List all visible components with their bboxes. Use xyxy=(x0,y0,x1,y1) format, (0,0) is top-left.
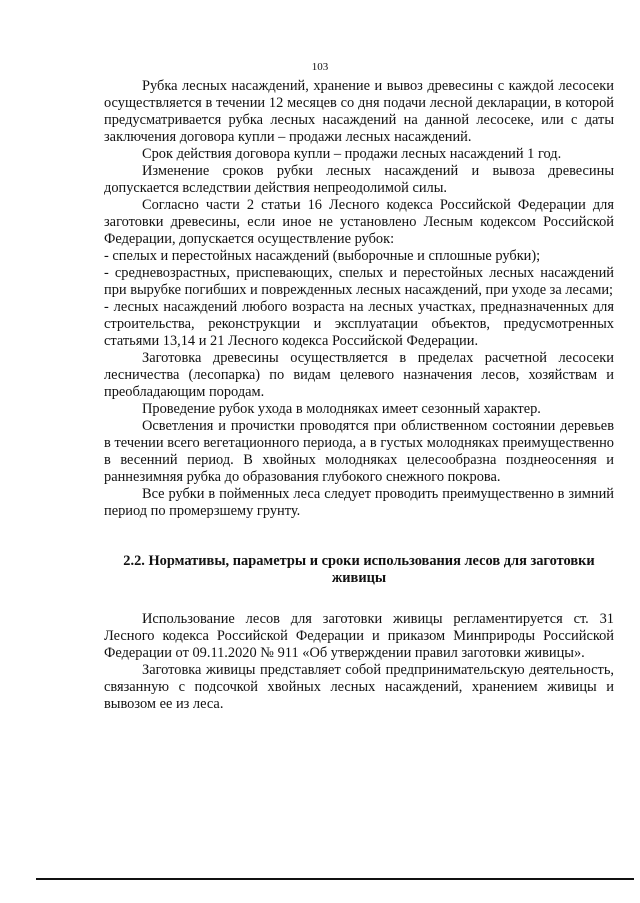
section-heading: 2.2. Нормативы, параметры и сроки использования лесов для заготовки живицы xyxy=(123,553,595,586)
paragraph: Согласно части 2 статьи 16 Лесного кодекса Российской Федерации для заготовки древесины, если иное не установлено Лесным кодексом Российской Федерации, допускается осуществление рубок: xyxy=(104,197,614,247)
paragraph: Срок действия договора купли – продажи лесных насаждений 1 год. xyxy=(142,146,562,162)
page-number: 103 xyxy=(311,61,329,73)
paragraph: Заготовка живицы представляет собой предпринимательскую деятельность, связанную с подсочкой хвойных лесных насаждений, хранением живицы и вывозом ее из леса. xyxy=(104,662,614,712)
paragraph: Все рубки в пойменных леса следует проводить преимущественно в зимний период по промерзшему грунту. xyxy=(104,486,614,519)
paragraph: Проведение рубок ухода в молодняках имеет сезонный характер. xyxy=(142,401,541,417)
paragraph: Заготовка древесины осуществляется в пределах расчетной лесосеки лесничества (лесопарка) по видам целевого назначения лесов, хозяйствам и преобладающим породам. xyxy=(104,350,614,400)
list-item: - спелых и перестойных насаждений (выборочные и сплошные рубки); xyxy=(104,248,541,264)
footer-rule xyxy=(36,878,634,880)
paragraph: Изменение сроков рубки лесных насаждений и вывоза древесины допускается вследствии действия непреодолимой силы. xyxy=(104,163,614,196)
document-body xyxy=(104,78,614,713)
paragraph: Рубка лесных насаждений, хранение и вывоз древесины с каждой лесосеки осуществляется в течении 12 месяцев со дня подачи лесной декларации, в которой предусматривается рубка лесных насаждений на данной лесосеке, или с даты заключения договора купли – продажи лесных насаждений. xyxy=(104,78,614,145)
paragraph: Использование лесов для заготовки живицы регламентируется ст. 31 Лесного кодекса Российской Федерации и приказом Минприроды Российской Федерации от 09.11.2020 № 911 «Об утверждении правил заготовки живицы». xyxy=(104,611,614,661)
paragraph: Осветления и прочистки проводятся при облиственном состоянии деревьев в течении всего вегетационного периода, а в густых молодняках преимущественно в весенний период. В хвойных молодняках целесообразна позднеосенняя и раннезимняя рубка до образования глубокого снежного покрова. xyxy=(104,418,614,485)
list-item: - средневозрастных, приспевающих, спелых и перестойных лесных насаждений при вырубке погибших и поврежденных лесных насаждений, при уходе за лесами; xyxy=(104,265,614,298)
list-item: - лесных насаждений любого возраста на лесных участках, предназначенных для строительства, реконструкции и эксплуатации объектов, предусмотренных статьями 13,14 и 21 Лесного кодекса Российской Федерации. xyxy=(104,299,614,349)
